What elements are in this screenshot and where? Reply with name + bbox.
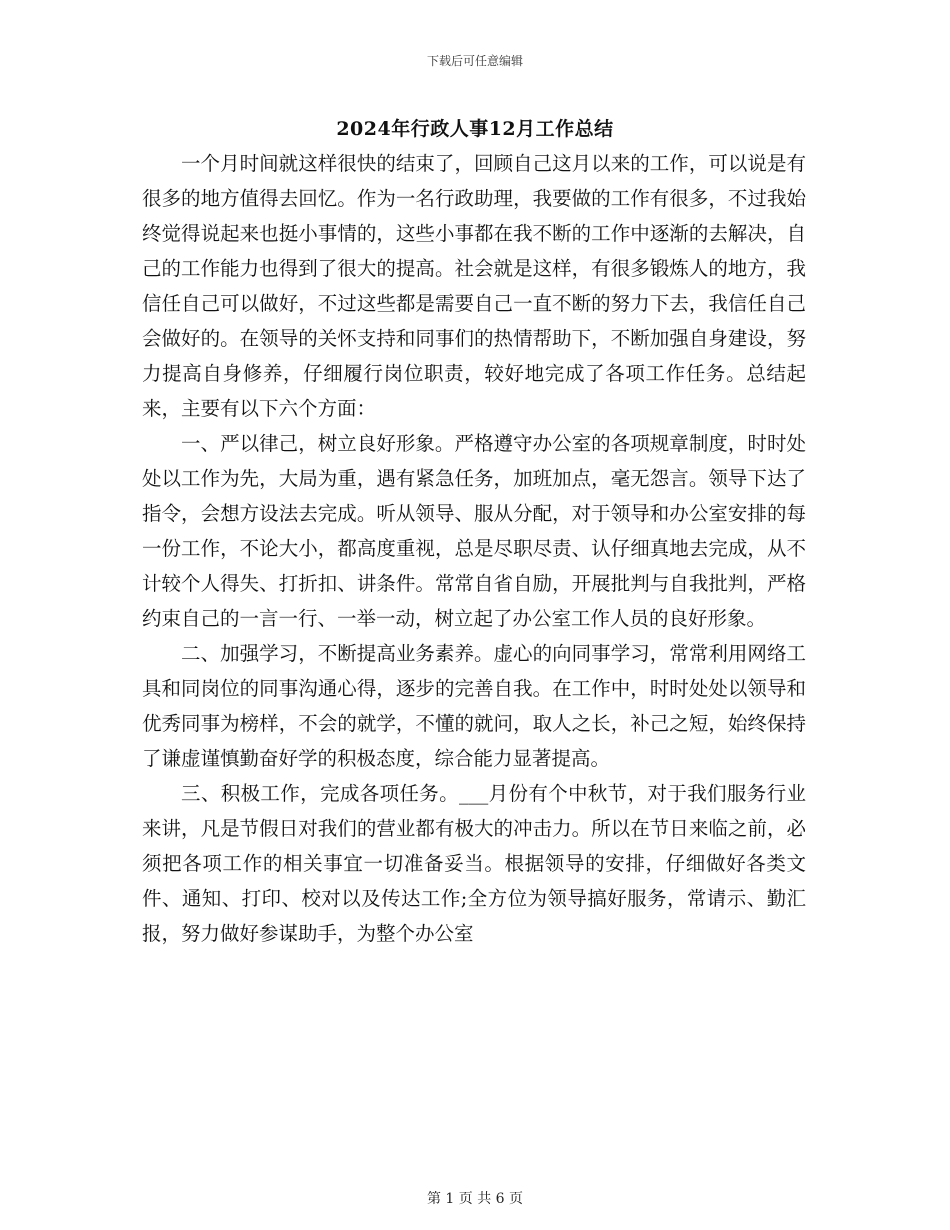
paragraph-section-3: 三、积极工作，完成各项任务。___月份有个中秋节，对于我们服务行业来讲，凡是节假日对我们的营业都有极大的冲击力。所以在节日来临之前，必须把各项工作的相关事宜一切准备妥当。根据领导的安排，仔细做好各类文件、通知、打印、校对以及传达工作;全方位为领导搞好服务，常请示、勤汇报，努力做好参谋助手，为整个办公室 (142, 782, 806, 945)
paragraph-section-1: 一、严以律己，树立良好形象。严格遵守办公室的各项规章制度，时时处处以工作为先，大局为重，遇有紧急任务，加班加点，毫无怨言。领导下达了指令，会想方设法去完成。听从领导、服从分配，对于领导和办公室安排的每一份工作，不论大小，都高度重视，总是尽职尽责、认仔细真地去完成，从不计较个人得失、打折扣、讲条件。常常自省自励，开展批判与自我批判，严格约束自己的一言一行、一举一动，树立起了办公室工作人员的良好形象。 (142, 432, 806, 630)
paragraph-section-2: 二、加强学习，不断提高业务素养。虚心的向同事学习，常常利用网络工具和同岗位的同事沟通心得，逐步的完善自我。在工作中，时时处处以领导和优秀同事为榜样，不会的就学，不懂的就问，取人之长，补己之短，始终保持了谦虚谨慎勤奋好学的积极态度，综合能力显著提高。 (142, 642, 806, 770)
document-title: 2024年行政人事12月工作总结 (336, 118, 614, 140)
document-body (142, 146, 806, 951)
page-header-note: 下载后可任意编辑 (426, 54, 523, 68)
page-number: 第 1 页 共 6 页 (426, 1191, 524, 1207)
paragraph-intro: 一个月时间就这样很快的结束了，回顾自己这月以来的工作，可以说是有很多的地方值得去回忆。作为一名行政助理，我要做的工作有很多，不过我始终觉得说起来也挺小事情的，这些小事都在我不断的工作中逐渐的去解决，自己的工作能力也得到了很大的提高。社会就是这样，有很多锻炼人的地方，我信任自己可以做好，不过这些都是需要自己一直不断的努力下去，我信任自己会做好的。在领导的关怀支持和同事们的热情帮助下，不断加强自身建设，努力提高自身修养，仔细履行岗位职责，较好地完成了各项工作任务。总结起来，主要有以下六个方面： (142, 152, 806, 420)
